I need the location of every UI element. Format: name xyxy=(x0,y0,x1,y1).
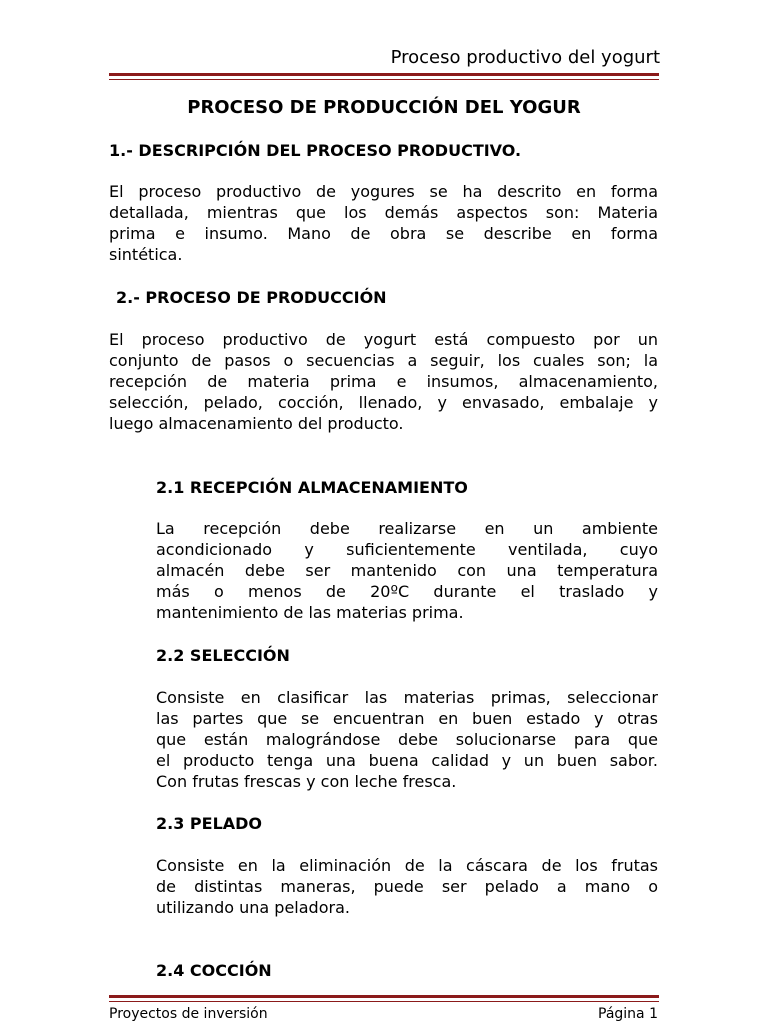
section-paragraph xyxy=(109,181,658,265)
paragraph-line: las partes que se encuentran en buen estado y otras xyxy=(156,709,658,728)
section-heading: 1.- DESCRIPCIÓN DEL PROCESO PRODUCTIVO. xyxy=(109,141,522,160)
paragraph-line: utilizando una peladora. xyxy=(156,898,350,917)
section-heading: 2.- PROCESO DE PRODUCCIÓN xyxy=(116,288,387,307)
header-rule xyxy=(109,79,659,80)
paragraph-line: sintética. xyxy=(109,245,183,264)
footer-rule xyxy=(109,1001,659,1002)
section-paragraph xyxy=(156,687,658,792)
paragraph-line: almacén debe ser mantenido con una temperatura xyxy=(156,561,658,580)
footer-rule xyxy=(109,995,659,998)
section-paragraph xyxy=(156,518,658,623)
paragraph-line: de distintas maneras, puede ser pelado a mano o xyxy=(156,877,658,896)
paragraph-line: el producto tenga una buena calidad y un buen sabor. xyxy=(156,751,658,770)
paragraph-line: conjunto de pasos o secuencias a seguir, los cuales son; la xyxy=(109,351,658,370)
paragraph-line: acondicionado y suficientemente ventilada, cuyo xyxy=(156,540,658,559)
section-paragraph xyxy=(109,329,658,434)
paragraph-line: Consiste en la eliminación de la cáscara de los frutas xyxy=(156,856,658,875)
section-heading: 2.3 PELADO xyxy=(156,814,263,833)
footer-left-text: Proyectos de inversión xyxy=(109,1006,268,1022)
paragraph-line: recepción de materia prima e insumos, almacenamiento, xyxy=(109,372,658,391)
paragraph-line: mantenimiento de las materias prima. xyxy=(156,603,464,622)
paragraph-line: El proceso productivo de yogurt está compuesto por un xyxy=(109,330,658,349)
paragraph-line: El proceso productivo de yogures se ha descrito en forma xyxy=(109,182,658,201)
paragraph-line: luego almacenamiento del producto. xyxy=(109,414,404,433)
section-heading: 2.4 COCCIÓN xyxy=(156,961,272,980)
paragraph-line: selección, pelado, cocción, llenado, y envasado, embalaje y xyxy=(109,393,658,412)
header-title: Proceso productivo del yogurt xyxy=(390,47,660,68)
paragraph-line: La recepción debe realizarse en un ambiente xyxy=(156,519,658,538)
page-number: Página 1 xyxy=(598,1006,658,1022)
paragraph-line: prima e insumo. Mano de obra se describe en forma xyxy=(109,224,658,243)
section-heading: 2.1 RECEPCIÓN ALMACENAMIENTO xyxy=(156,478,468,497)
paragraph-line: más o menos de 20ºC durante el traslado y xyxy=(156,582,658,601)
header-rule xyxy=(109,73,659,76)
paragraph-line: Con frutas frescas y con leche fresca. xyxy=(156,772,457,791)
document-title: PROCESO DE PRODUCCIÓN DEL YOGUR xyxy=(187,97,581,118)
paragraph-line: Consiste en clasificar las materias primas, seleccionar xyxy=(156,688,658,707)
section-paragraph xyxy=(156,855,658,918)
paragraph-line: que están malográndose debe solucionarse para que xyxy=(156,730,658,749)
section-heading: 2.2 SELECCIÓN xyxy=(156,646,290,665)
paragraph-line: detallada, mientras que los demás aspectos son: Materia xyxy=(109,203,658,222)
